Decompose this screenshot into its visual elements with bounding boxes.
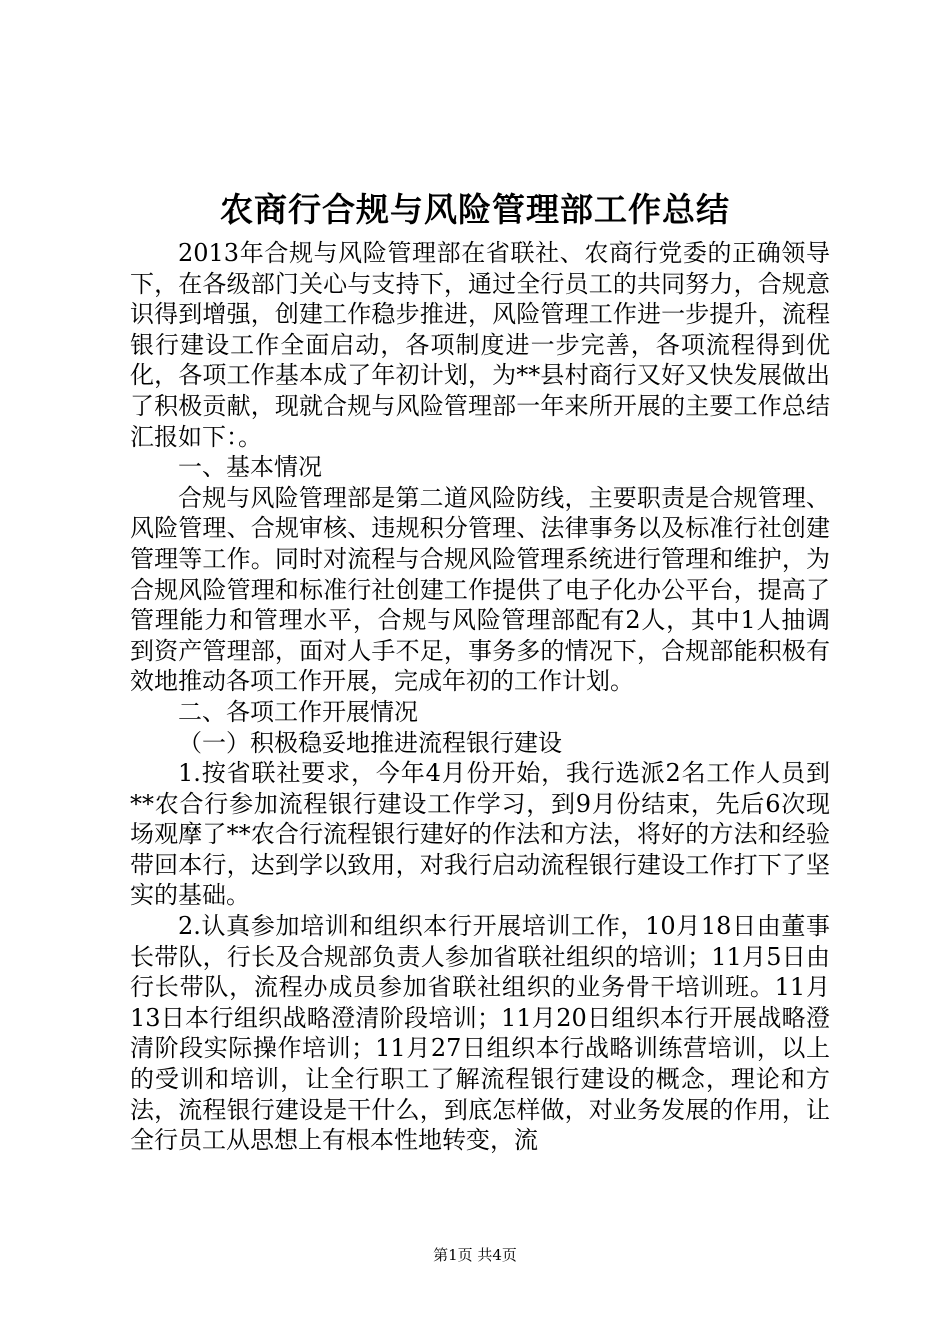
basic-info-paragraph: 合规与风险管理部是第二道风险防线，主要职责是合规管理、风险管理、合规审核、违规积分管理、法律事务以及标准行社创建管理等工作。同时对流程与合规风险管理系统进行管理和维护，为合规风险管理和标准行社创建工作提供了电子化办公平台，提高了管理能力和管理水平，合规与风险管理部配有2人，其中1人抽调到资产管理部，面对人手不足，事务多的情况下，合规部能积极有效地推动各项工作开展，完成年初的工作计划。 xyxy=(130,483,830,696)
item-2-paragraph: 2.认真参加培训和组织本行开展培训工作，10月18日由董事长带队，行长及合规部负责人参加省联社组织的培训；11月5日由行长带队，流程办成员参加省联社组织的业务骨干培训班。11月13日本行组织战略澄清阶段培训；11月20日组织本行开展战略澄清阶段实际操作培训；11月27日组织本行战略训练营培训，以上的受训和培训，让全行职工了解流程银行建设的概念，理论和方法，流程银行建设是干什么，到底怎样做，对业务发展的作用，让全行员工从思想上有根本性地转变，流 xyxy=(130,912,830,1155)
intro-paragraph: 2013年合规与风险管理部在省联社、农商行党委的正确领导下，在各级部门关心与支持下，通过全行员工的共同努力，合规意识得到增强，创建工作稳步推进，风险管理工作进一步提升，流程银行建设工作全面启动，各项制度进一步完善，各项流程得到优化，各项工作基本成了年初计划，为**县村商行又好又快发展做出了积极贡献，现就合规与风险管理部一年来所开展的主要工作总结汇报如下：。 xyxy=(130,239,830,451)
document-body xyxy=(130,238,830,1156)
subsection-heading-process-bank: （一）积极稳妥地推进流程银行建设 xyxy=(178,728,562,757)
section-heading-work: 二、各项工作开展情况 xyxy=(178,697,418,726)
document-title: 农商行合规与风险管理部工作总结 xyxy=(220,190,730,229)
section-heading-basic: 一、基本情况 xyxy=(178,453,322,482)
item-1-paragraph: 1.按省联社要求，今年4月份开始，我行选派2名工作人员到**农合行参加流程银行建设工作学习，到9月份结束，先后6次现场观摩了**农合行流程银行建好的作法和方法，将好的方法和经验带回本行，达到学以致用，对我行启动流程银行建设工作打下了坚实的基础。 xyxy=(130,759,830,910)
page-number-footer: 第1页 共4页 xyxy=(433,1246,517,1264)
